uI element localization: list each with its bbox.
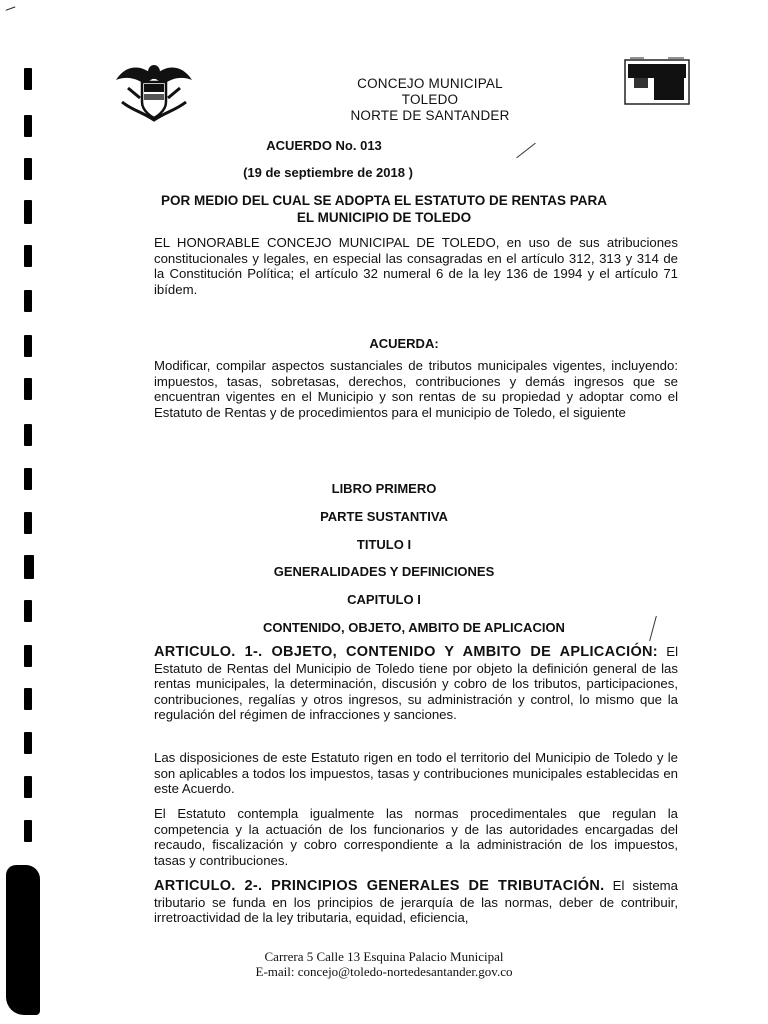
coat-of-arms-logo	[112, 58, 196, 122]
scope-paragraph: Las disposiciones de este Estatuto rigen en todo el territorio del Municipio de Toledo y le son aplicables a todos los impuestos, tasas y contribuciones municipales establecidas en este Acuerdo.	[154, 750, 678, 796]
binder-mark	[24, 68, 32, 90]
binder-mark	[24, 290, 32, 312]
article-2-heading: ARTICULO. 2-. PRINCIPIOS GENERALES DE TRIBUTACIÓN.	[154, 878, 605, 894]
book-heading: LIBRO PRIMERO	[331, 481, 437, 496]
article-2	[154, 878, 678, 926]
scan-shadow	[6, 865, 40, 1015]
chapter-heading: CAPITULO I	[347, 592, 421, 607]
chapter-title: CONTENIDO, OBJETO, AMBITO DE APLICACION	[263, 620, 565, 635]
binder-mark	[24, 732, 32, 754]
preamble-paragraph: EL HONORABLE CONCEJO MUNICIPAL DE TOLEDO, en uso de sus atribuciones constitucionales y legales, en especial las consagradas en el artículo 312, 313 y 314 de la Constitución Política; el artículo 32 numeral 6 de la ley 136 de 1994 y el artículo 71 ibídem.	[154, 235, 678, 297]
article-2-text: El sistema tributario se funda en los principios de jerarquía de las normas, deber de contribuir, irretroactividad de la ley tributaria, equidad, eficiencia,	[154, 878, 678, 925]
procedures-paragraph: El Estatuto contempla igualmente las normas procedimentales que regulan la competencia y la actuación de los funcionarios y de las autoridades encargadas del recaudo, fiscalización y cobro correspondiente a la administración de los impuestos, tasas y contribuciones.	[154, 806, 678, 868]
agreement-paragraph: Modificar, compilar aspectos sustanciales de tributos municipales vigentes, incluyendo: impuestos, tasas, sobretasas, derechos, contribuciones y demás ingresos que se encuentran vigentes en el Municipio y son rentas de su propiedad y adoptar como el Estatuto de Rentas y de procedimientos para el municipio de Toledo, el siguiente	[154, 358, 678, 420]
binder-mark	[24, 245, 32, 267]
article-1-heading: ARTICULO. 1-. OBJETO, CONTENIDO Y AMBITO DE APLICACIÓN:	[154, 644, 658, 660]
binder-mark	[24, 688, 32, 710]
binder-mark	[24, 424, 32, 446]
agreement-date: (19 de septiembre de 2018 )	[243, 165, 413, 180]
municipal-seal-stamp	[624, 56, 690, 106]
binder-mark	[24, 115, 32, 137]
article-1	[154, 644, 678, 723]
title-heading: TITULO I	[356, 537, 412, 552]
part-heading: PARTE SUSTANTIVA	[320, 509, 448, 524]
article-1-text: El Estatuto de Rentas del Municipio de Toledo tiene por objeto la definición general de las rentas municipales, la determinación, discusión y cobro de los tributos, participaciones, contribuciones, regalías y otros ingresos, su administración y control, lo mismo que la regulación del régimen de infracciones y sanciones.	[154, 644, 678, 722]
page-footer	[0, 949, 768, 979]
issuer-header	[300, 76, 560, 124]
acuerda-heading: ACUERDA:	[369, 336, 439, 351]
document-title	[0, 192, 768, 226]
document-title-line2: EL MUNICIPIO DE TOLEDO	[296, 210, 472, 225]
header-line-department: NORTE DE SANTANDER	[350, 108, 510, 123]
footer-address: Carrera 5 Calle 13 Esquina Palacio Municipal	[264, 949, 504, 964]
binder-mark	[24, 378, 32, 400]
corner-mark	[6, 6, 17, 13]
header-line-council: CONCEJO MUNICIPAL	[357, 76, 503, 91]
header-line-municipality: TOLEDO	[401, 92, 459, 107]
binder-mark	[24, 776, 32, 798]
general-definitions-heading: GENERALIDADES Y DEFINICIONES	[273, 564, 495, 579]
binder-mark	[24, 645, 32, 667]
agreement-number: ACUERDO No. 013	[266, 138, 382, 153]
footer-email: E-mail: concejo@toledo-nortedesantander.gov.co	[255, 964, 513, 979]
binder-mark	[24, 820, 32, 842]
document-title-line1: POR MEDIO DEL CUAL SE ADOPTA EL ESTATUTO DE RENTAS PARA	[160, 193, 608, 208]
